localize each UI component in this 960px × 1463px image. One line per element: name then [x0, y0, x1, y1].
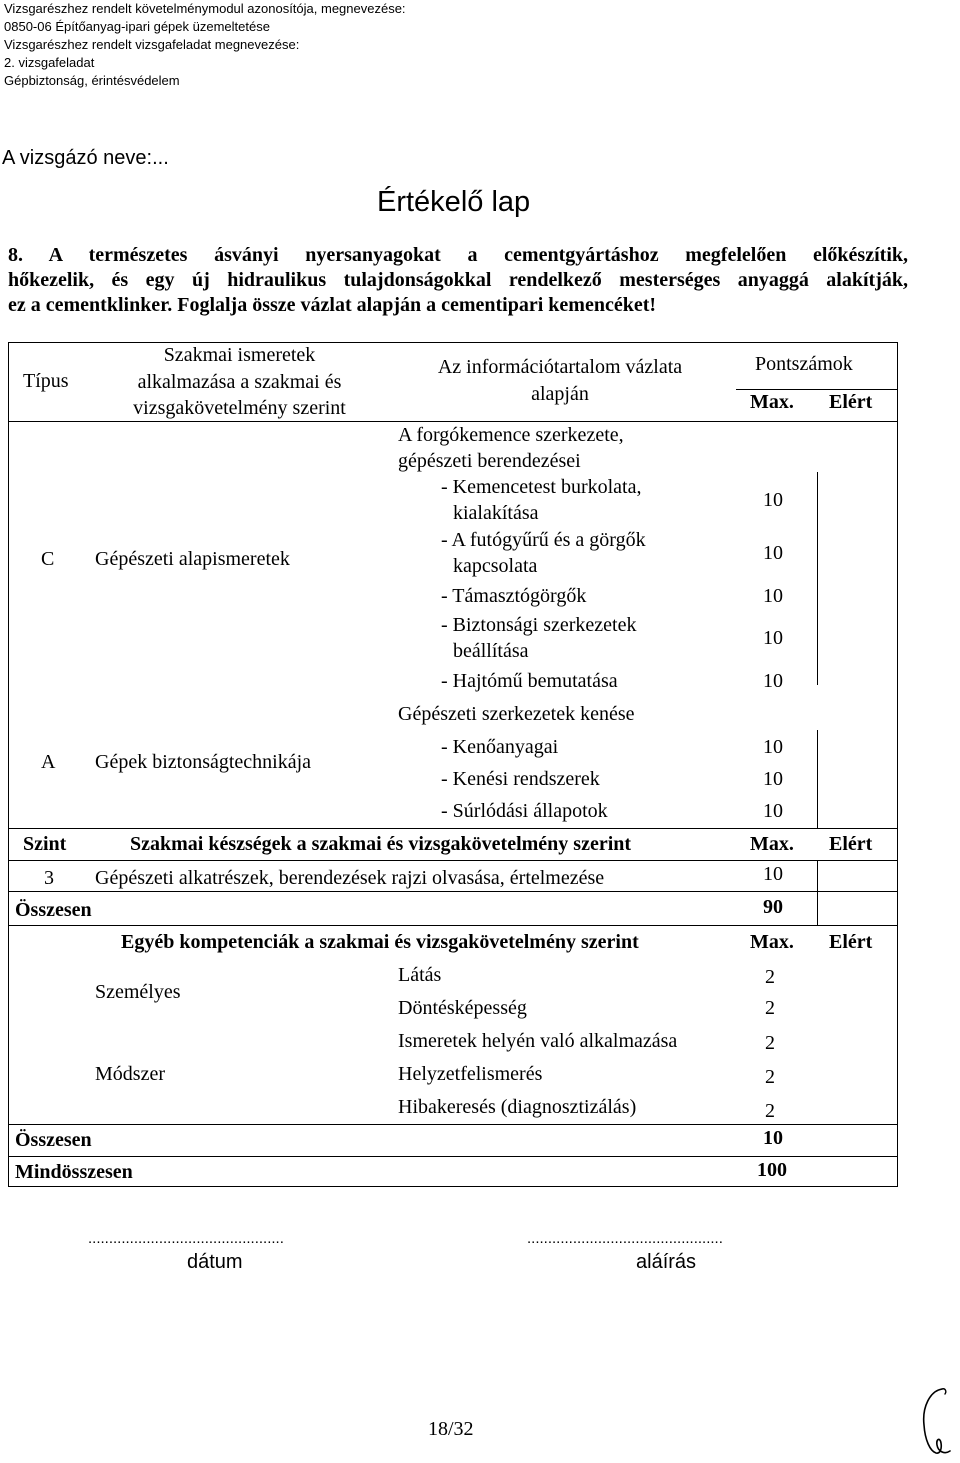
- section-c-item-label: kapcsolata: [453, 555, 538, 577]
- signature-label: aláírás: [636, 1251, 697, 1273]
- candidate-name-field: A vizsgázó neve:...: [2, 147, 169, 169]
- header-module-name: 0850-06 Építőanyag-ipari gépek üzemeltetése: [4, 19, 270, 34]
- page-title: Értékelő lap: [377, 186, 531, 218]
- skills-level: 3: [44, 867, 54, 889]
- section-a-heading: Gépészeti szerkezetek kenése: [398, 703, 635, 725]
- total-label: Összesen: [15, 899, 92, 921]
- table-rule: [8, 925, 898, 926]
- col-achieved-header: Elért: [829, 391, 873, 413]
- col-max-header: Max.: [750, 391, 794, 413]
- page-number: 18/32: [428, 1418, 474, 1440]
- subtotal-label: Összesen: [15, 1129, 92, 1151]
- section-a-item-label: - Kenési rendszerek: [441, 768, 600, 790]
- header-task-name: Gépbiztonság, érintésvédelem: [4, 73, 180, 88]
- skills-label: Gépészeti alkatrészek, berendezések rajzi olvasása, értelmezése: [95, 867, 605, 889]
- table-rule: [8, 1156, 898, 1157]
- section-a-item-max: 10: [763, 800, 783, 822]
- section-c-heading-2: gépészeti berendezései: [398, 450, 581, 472]
- section-a-type: A: [41, 751, 56, 773]
- skills-achieved-header: Elért: [829, 833, 873, 855]
- section-c-item-label: beállítása: [453, 640, 529, 662]
- table-rule: [8, 421, 898, 422]
- col-knowledge-header-2: alkalmazása a szakmai és: [137, 371, 342, 393]
- section-a-item-label: - Súrlódási állapotok: [441, 800, 608, 822]
- grand-total-label: Mindösszesen: [15, 1161, 133, 1183]
- task-line-3: ez a cementklinker. Foglalja össze vázlat alapján a cementipari kemencéket!: [8, 294, 657, 316]
- other-item-max: 2: [765, 966, 775, 988]
- table-rule: [817, 472, 818, 685]
- section-c-item-max: 10: [763, 670, 783, 692]
- section-c-item-label: - Kemencetest burkolata,: [441, 476, 642, 498]
- other-item-max: 2: [765, 1066, 775, 1088]
- section-a-item-max: 10: [763, 736, 783, 758]
- section-c-item-label: - Biztonsági szerkezetek: [441, 614, 637, 636]
- other-item-label: Látás: [398, 964, 442, 986]
- section-c-item-label: - A futógyűrű és a görgők: [441, 529, 646, 551]
- date-label: dátum: [187, 1251, 243, 1273]
- other-item-max: 2: [765, 1100, 775, 1122]
- table-rule: [8, 1124, 898, 1125]
- section-c-item-max: 10: [763, 542, 783, 564]
- skills-max: 10: [763, 863, 783, 885]
- col-knowledge-header-3: vizsgakövetelmény szerint: [133, 397, 346, 419]
- section-a-knowledge: Gépek biztonságtechnikája: [95, 751, 312, 773]
- signature-dots: ...............................................: [527, 1230, 723, 1247]
- section-c-knowledge: Gépészeti alapismeretek: [95, 548, 290, 570]
- other-max-header: Max.: [750, 931, 794, 953]
- other-method-label: Módszer: [95, 1063, 165, 1085]
- section-c-item-max: 10: [763, 627, 783, 649]
- table-rule: [8, 891, 898, 892]
- col-content-header-2: alapján: [531, 383, 589, 405]
- section-c-item-label: - Támasztógörgők: [441, 585, 587, 607]
- col-points-header: Pontszámok: [755, 353, 853, 375]
- other-item-max: 2: [765, 1032, 775, 1054]
- handwritten-initial: [912, 1385, 958, 1460]
- section-a-item-max: 10: [763, 768, 783, 790]
- task-line-2: hőkezelik, és egy új hidraulikus tulajdonságokkal rendelkező mesterséges anyaggá alakítják,: [8, 269, 908, 291]
- section-c-item-max: 10: [763, 489, 783, 511]
- skills-title: Szakmai készségek a szakmai és vizsgakövetelmény szerint: [130, 833, 632, 855]
- section-c-heading-1: A forgókemence szerkezete,: [398, 424, 624, 446]
- col-knowledge-header-1: Szakmai ismeretek: [163, 344, 316, 366]
- other-item-label: Hibakeresés (diagnosztizálás): [398, 1096, 637, 1118]
- subtotal-value: 10: [763, 1127, 783, 1149]
- section-c-type: C: [41, 548, 55, 570]
- other-item-label: Ismeretek helyén való alkalmazása: [398, 1030, 678, 1052]
- table-rule: [8, 860, 898, 861]
- table-rule: [8, 828, 898, 829]
- header-task-number: 2. vizsgafeladat: [4, 55, 95, 70]
- header-task-label: Vizsgarészhez rendelt vizsgafeladat megnevezése:: [4, 37, 300, 52]
- grand-total-value: 100: [757, 1159, 787, 1181]
- section-a-item-label: - Kenőanyagai: [441, 736, 559, 758]
- skills-level-header: Szint: [23, 833, 67, 855]
- other-title: Egyéb kompetenciák a szakmai és vizsgakövetelmény szerint: [121, 931, 639, 953]
- table-rule: [817, 730, 818, 828]
- other-personal-label: Személyes: [95, 981, 181, 1003]
- skills-max-header: Max.: [750, 833, 794, 855]
- task-line-1: 8. A természetes ásványi nyersanyagokat a cementgyártáshoz megfelelően előkészítik,: [8, 244, 908, 266]
- section-c-item-label: kialakítása: [453, 502, 539, 524]
- header-module-label: Vizsgarészhez rendelt követelménymodul azonosítója, megnevezése:: [4, 1, 406, 16]
- other-item-label: Helyzetfelismerés: [398, 1063, 543, 1085]
- other-item-max: 2: [765, 997, 775, 1019]
- total-value: 90: [763, 896, 783, 918]
- col-content-header-1: Az információtartalom vázlata: [437, 356, 683, 378]
- section-c-item-max: 10: [763, 585, 783, 607]
- table-rule: [817, 861, 818, 925]
- other-item-label: Döntésképesség: [398, 997, 527, 1019]
- section-c-item-label: - Hajtómű bemutatása: [441, 670, 618, 692]
- date-dots: ...............................................: [88, 1230, 284, 1247]
- task-description: [8, 243, 908, 318]
- table-rule: [736, 389, 898, 390]
- other-achieved-header: Elért: [829, 931, 873, 953]
- col-type-header: Típus: [23, 370, 69, 392]
